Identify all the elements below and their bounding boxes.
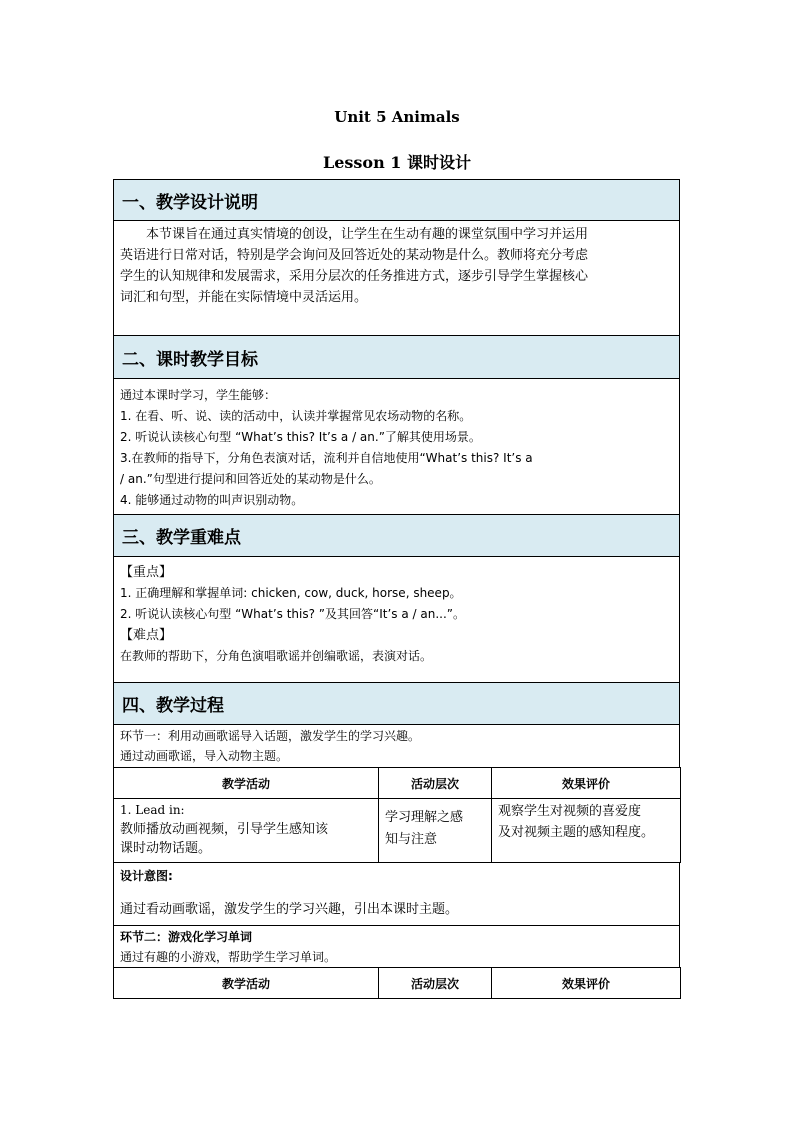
section1-line: 本节课旨在通过真实情境的创设，让学生在生动有趣的课堂氛围中学习并运用 [146, 227, 589, 242]
stage2-title: 环节二：游戏化学习单词 [120, 930, 253, 944]
col-activity-header: 教学活动 [114, 768, 379, 799]
stage2-intro [113, 926, 680, 968]
key-point-item: 1. 正确理解和掌握单词: chicken, cow, duck, horse, sheep。 [120, 586, 462, 600]
level-cell: 学习理解之感 知与注意 [379, 799, 492, 863]
design-intent-text: 通过看动画歌谣，激发学生的学习兴趣，引出本课时主题。 [120, 902, 459, 917]
activity-cell: 1. Lead in: 教师播放动画视频，引导学生感知该 课时动物话题。 [114, 799, 379, 863]
col-level-header: 活动层次 [379, 768, 492, 799]
difficulty-text: 在教师的帮助下，分角色演唱歌谣并创编歌谣，表演对话。 [120, 649, 433, 663]
stage1-intro [113, 725, 680, 768]
section3-body [113, 557, 680, 683]
section1-body [113, 220, 680, 336]
section1-heading: 一、教学设计说明 [113, 179, 680, 221]
section4-heading: 四、教学过程 [113, 683, 680, 725]
key-points-label: 【重点】 [120, 565, 173, 580]
goal-item: 2. 听说认读核心句型 “What’s this? It’s a / an.”了解其使用场景。 [120, 430, 481, 444]
goal-item: 3.在教师的指导下，分角色表演对话，流利并自信地使用“What’s this? It’s a [120, 451, 533, 465]
section1-line: 词汇和句型，并能在实际情境中灵活运用。 [120, 290, 368, 305]
section2-heading: 二、课时教学目标 [113, 336, 680, 379]
design-intent [113, 862, 680, 926]
lesson-subtitle: Lesson 1 课时设计 [322, 153, 472, 172]
section2-body [113, 379, 680, 515]
goal-item: 1. 在看、听、说、读的活动中，认读并掌握常见农场动物的名称。 [120, 409, 472, 423]
col-activity-header: 教学活动 [114, 968, 379, 999]
stage1-activity-table [113, 767, 680, 863]
difficulty-label: 【难点】 [120, 628, 173, 643]
stage1-subtitle: 通过动画歌谣，导入动物主题。 [120, 749, 289, 763]
goal-item: 4. 能够通过动物的叫声识别动物。 [120, 493, 304, 507]
eval-cell: 观察学生对视频的喜爱度 及对视频主题的感知程度。 [492, 799, 681, 863]
goal-item: / an.”句型进行提问和回答近处的某动物是什么。 [120, 472, 381, 486]
design-intent-label: 设计意图: [120, 869, 173, 883]
key-point-item: 2. 听说认读核心句型 “What’s this? ”及其回答“It’s a / an...”。 [120, 607, 465, 621]
section1-line: 英语进行日常对话，特别是学会询问及回答近处的某动物是什么。教师将充分考虑 [120, 248, 589, 263]
stage2-activity-table [113, 967, 680, 999]
section3-heading: 三、教学重难点 [113, 515, 680, 557]
stage2-subtitle: 通过有趣的小游戏，帮助学生学习单词。 [120, 950, 337, 964]
col-eval-header: 效果评价 [492, 768, 681, 799]
section1-line: 学生的认知规律和发展需求，采用分层次的任务推进方式，逐步引导学生掌握核心 [120, 269, 589, 284]
stage1-title: 环节一：利用动画歌谣导入话题，激发学生的学习兴趣。 [120, 729, 421, 743]
col-eval-header: 效果评价 [492, 968, 681, 999]
col-level-header: 活动层次 [379, 968, 492, 999]
document-title: Unit 5 Animals [334, 108, 460, 126]
goals-intro: 通过本课时学习，学生能够： [120, 388, 277, 402]
